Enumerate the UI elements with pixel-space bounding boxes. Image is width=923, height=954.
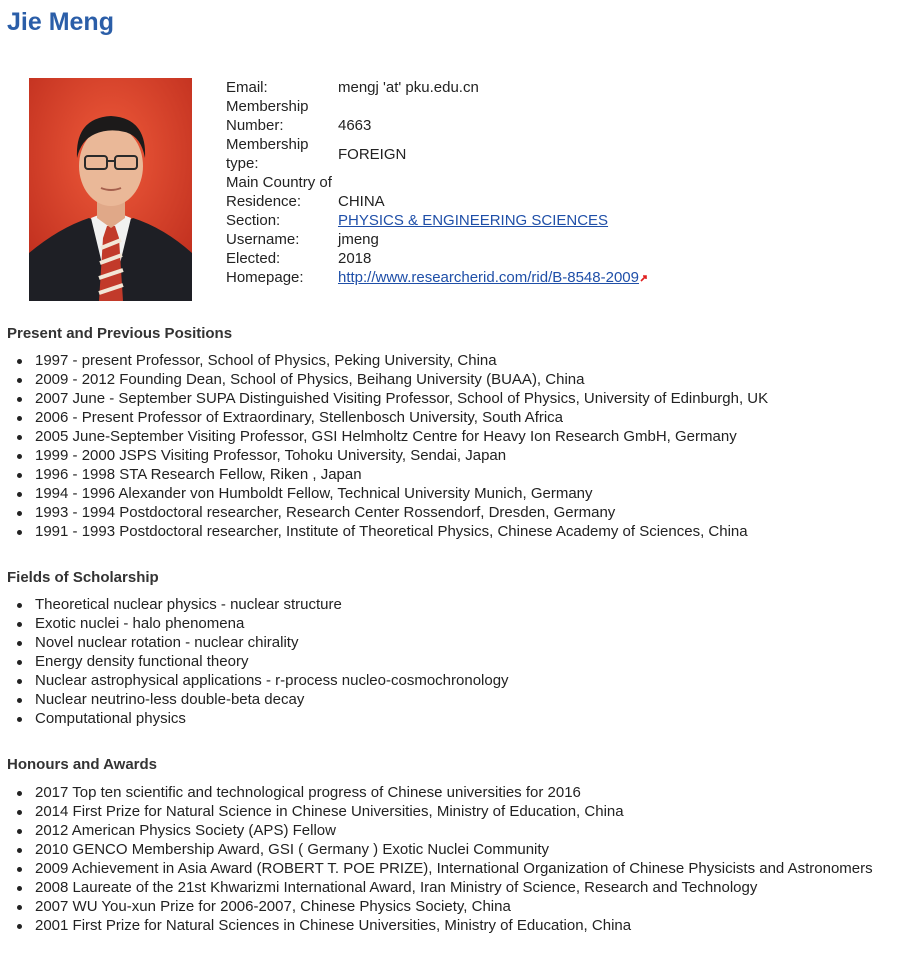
list-item: 2005 June-September Visiting Professor, GSI Helmholtz Centre for Heavy Ion Research GmbH, Germany xyxy=(35,427,768,446)
list-item: 1997 - present Professor, School of Physics, Peking University, China xyxy=(35,351,768,370)
list-item: 2006 - Present Professor of Extraordinary, Stellenbosch University, South Africa xyxy=(35,408,768,427)
external-link-icon[interactable] xyxy=(640,275,647,282)
membership-number-label-line2: Number: xyxy=(226,117,284,134)
country-label xyxy=(226,173,338,211)
list-item: 1999 - 2000 JSPS Visiting Professor, Tohoku University, Sendai, Japan xyxy=(35,446,768,465)
membership-number-label-line1: Membership xyxy=(226,98,309,115)
member-info-table xyxy=(226,78,647,287)
fields-list xyxy=(0,595,509,728)
list-item: 2001 First Prize for Natural Sciences in Chinese Universities, Ministry of Education, China xyxy=(35,916,873,935)
list-item: Nuclear neutrino-less double-beta decay xyxy=(35,690,509,709)
list-item: 1991 - 1993 Postdoctoral researcher, Institute of Theoretical Physics, Chinese Academy of Sciences, China xyxy=(35,522,768,541)
honours-list xyxy=(0,783,873,935)
page-title: Jie Meng xyxy=(7,8,114,36)
homepage-label: Homepage: xyxy=(226,269,304,286)
list-item: 2012 American Physics Society (APS) Fellow xyxy=(35,821,873,840)
membership-type-label-line2: type: xyxy=(226,155,259,172)
section-row xyxy=(226,211,647,230)
list-item: 1994 - 1996 Alexander von Humboldt Fellow, Technical University Munich, Germany xyxy=(35,484,768,503)
list-item: Exotic nuclei - halo phenomena xyxy=(35,614,509,633)
fields-heading: Fields of Scholarship xyxy=(7,569,159,586)
list-item: Theoretical nuclear physics - nuclear structure xyxy=(35,595,509,614)
section-link[interactable]: PHYSICS & ENGINEERING SCIENCES xyxy=(338,212,609,229)
positions-list xyxy=(0,351,768,541)
list-item: 1996 - 1998 STA Research Fellow, Riken , Japan xyxy=(35,465,768,484)
list-item: Energy density functional theory xyxy=(35,652,509,671)
email-row xyxy=(226,78,647,97)
country-label-line2: Residence: xyxy=(226,193,302,210)
positions-heading: Present and Previous Positions xyxy=(7,325,233,342)
membership-type-label-line1: Membership xyxy=(226,136,309,153)
username-label: Username: xyxy=(226,231,300,248)
list-item: 1993 - 1994 Postdoctoral researcher, Research Center Rossendorf, Dresden, Germany xyxy=(35,503,768,522)
membership-number-value: 4663 xyxy=(338,117,372,134)
country-value: CHINA xyxy=(338,193,385,210)
list-item: Novel nuclear rotation - nuclear chirality xyxy=(35,633,509,652)
profile-photo xyxy=(29,78,192,301)
username-value: jmeng xyxy=(338,231,379,248)
list-item: 2008 Laureate of the 21st Khwarizmi International Award, Iran Ministry of Science, Research and Technology xyxy=(35,878,873,897)
membership-type-row xyxy=(226,135,647,173)
list-item: 2017 Top ten scientific and technological progress of Chinese universities for 2016 xyxy=(35,783,873,802)
membership-number-label xyxy=(226,97,338,135)
elected-label: Elected: xyxy=(226,250,281,267)
list-item: 2007 WU You-xun Prize for 2006-2007, Chinese Physics Society, China xyxy=(35,897,873,916)
list-item: 2014 First Prize for Natural Science in Chinese Universities, Ministry of Education, China xyxy=(35,802,873,821)
list-item: Nuclear astrophysical applications - r-process nucleo-cosmochronology xyxy=(35,672,509,689)
section-label: Section: xyxy=(226,212,281,229)
email-label: Email: xyxy=(226,79,268,96)
membership-type-label xyxy=(226,135,338,173)
honours-heading: Honours and Awards xyxy=(7,756,158,773)
list-item: Computational physics xyxy=(35,709,509,728)
country-label-line1: Main Country of xyxy=(226,174,332,191)
list-item: 2010 GENCO Membership Award, GSI ( Germany ) Exotic Nuclei Community xyxy=(35,840,873,859)
list-item: 2007 June - September SUPA Distinguished Visiting Professor, School of Physics, University of Edinburgh, UK xyxy=(35,390,769,407)
membership-type-value: FOREIGN xyxy=(338,145,407,163)
list-item: 2009 Achievement in Asia Award (ROBERT T. POE PRIZE), International Organization of Chinese Physicists and Astronomers xyxy=(35,860,873,877)
membership-number-row xyxy=(226,97,647,135)
homepage-link[interactable]: http://www.researcherid.com/rid/B-8548-2009 xyxy=(338,269,639,286)
email-value: mengj 'at' pku.edu.cn xyxy=(338,79,479,96)
homepage-row xyxy=(226,268,647,287)
elected-value: 2018 xyxy=(338,250,372,267)
country-row xyxy=(226,173,647,211)
elected-row xyxy=(226,249,647,268)
username-row xyxy=(226,230,647,249)
list-item: 2009 - 2012 Founding Dean, School of Physics, Beihang University (BUAA), China xyxy=(35,370,768,389)
